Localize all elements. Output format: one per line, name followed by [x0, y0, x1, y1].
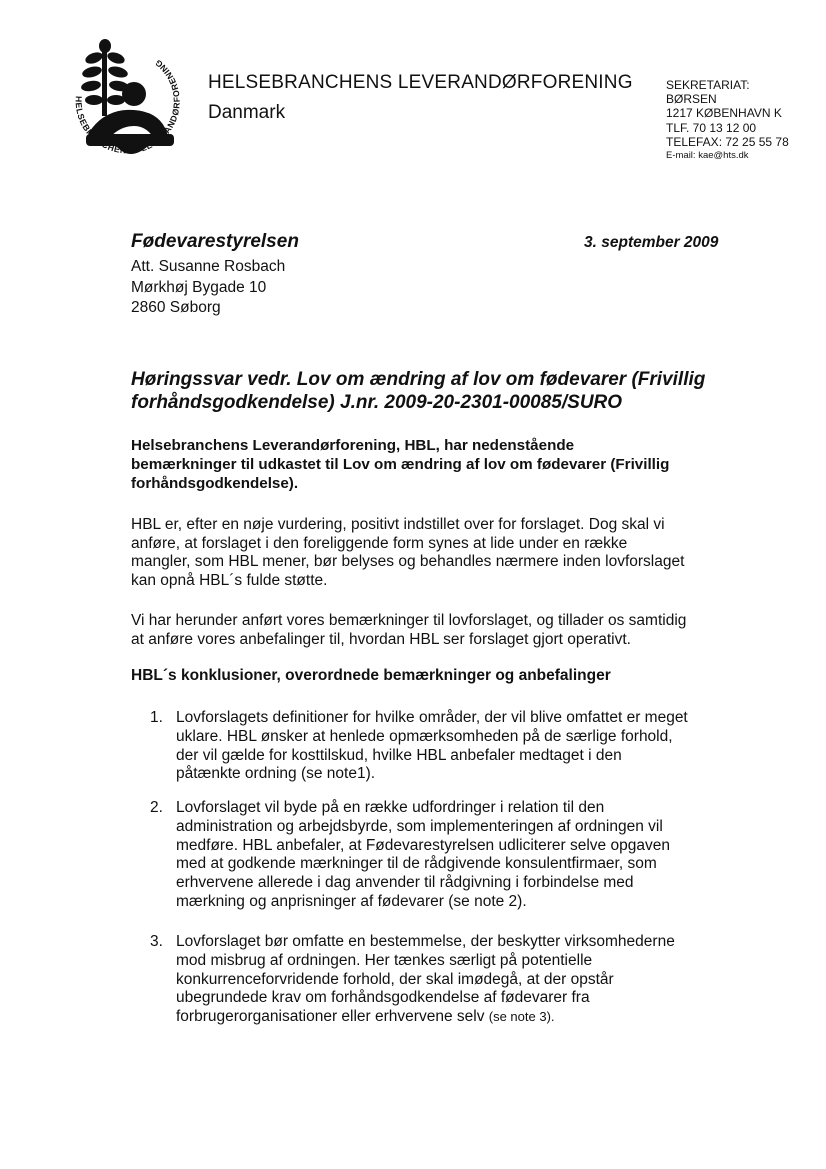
list-item-line: erhvervene allerede i dag anvender til rådgivning i forbindelse med [176, 874, 634, 892]
list-item-line: konkurrenceforvridende forhold, der skal imødegå, at der opstår [176, 970, 614, 988]
intro-paragraph [131, 436, 771, 494]
list-item-line: Lovforslaget bør omfatte en bestemmelse, der beskytter virksomhederne [176, 933, 675, 950]
paragraph-line: mangler, som HBL mener, bør belyses og behandles nærmere inden lovforslaget [131, 553, 685, 571]
list-item-line: med at godkende mærkninger til de rådgivende konsulentfirmaer, som [176, 855, 657, 873]
list-item-line: mærkning og anprisninger af fødevarer (se note 2). [176, 892, 527, 910]
list-item [150, 799, 750, 919]
recipient-postal: 2860 Søborg [131, 299, 221, 316]
body-paragraph-2 [131, 612, 771, 649]
list-item-number: 2. [150, 799, 163, 816]
list-item-line: ubegrundede krav om forhåndsgodkendelse af fødevarer fra [176, 989, 590, 1007]
recipient-organization: Fødevarestyrelsen [131, 231, 299, 252]
list-item-number: 3. [150, 933, 163, 950]
recipient-address [131, 257, 285, 319]
paragraph-line: HBL er, efter en nøje vurdering, positivt indstillet over for forslaget. Dog skal vi [131, 516, 665, 533]
intro-line: bemærkninger til udkastet til Lov om ændring af lov om fødevarer (Frivillig [131, 456, 670, 474]
secretariat-fax: TELEFAX: 72 25 55 78 [666, 134, 789, 149]
svg-text:HELSEBRANCHENS · LEVERANDØRFOR: HELSEBRANCHENS · LEVERANDØRFORENING [73, 57, 182, 156]
section-heading: HBL´s konklusioner, overordnede bemærkninger og anbefalinger [131, 667, 611, 684]
organization-logo [58, 38, 196, 186]
recipient-street: Mørkhøj Bygade 10 [131, 278, 267, 296]
letter-subject [131, 369, 771, 414]
list-item [150, 933, 750, 1033]
list-item-line [176, 1008, 750, 1027]
secretariat-phone: TLF. 70 13 12 00 [666, 120, 757, 135]
list-item-text [176, 709, 750, 784]
list-item-line: uklare. HBL ønsker at henlede opmærksomheden på de særlige forhold, [176, 727, 673, 745]
list-item-line: der vil gælde for kosttilskud, hvilke HBL anbefaler medtaget i den [176, 746, 622, 764]
secretariat-label: SEKRETARIAT: [666, 78, 750, 92]
intro-line: forhåndsgodkendelse). [131, 475, 299, 493]
secretariat-place: BØRSEN [666, 92, 717, 107]
secretariat-email: E-mail: kae@hts.dk [666, 150, 749, 162]
list-item [150, 709, 750, 789]
logo-emblem-icon [58, 38, 196, 186]
list-item-line-text: forbrugerorganisationer eller erhvervene selv [176, 1008, 485, 1026]
secretariat-contact-block [666, 78, 789, 163]
list-item-line: Lovforslaget vil byde på en række udfordringer i relation til den [176, 799, 605, 816]
list-item-line: påtænkte ordning (se note1). [176, 765, 376, 783]
body-paragraph-1 [131, 516, 771, 590]
subject-line: Høringssvar vedr. Lov om ændring af lov om fødevarer (Frivillig [131, 369, 706, 390]
organization-name: HELSEBRANCHENS LEVERANDØRFORENING [208, 72, 633, 93]
list-item-text [176, 799, 750, 912]
list-item-number: 1. [150, 709, 163, 726]
recipient-attention: Att. Susanne Rosbach [131, 258, 286, 275]
list-item-line: Lovforslagets definitioner for hvilke områder, der vil blive omfattet er meget [176, 709, 688, 726]
list-item-line: administration og arbejdsbyrde, som implementeringen af ordningen vil [176, 817, 663, 835]
paragraph-line: at anføre vores anbefalinger til, hvordan HBL ser forslaget gjort operativt. [131, 630, 631, 648]
list-item-text [176, 933, 750, 1027]
paragraph-line: Vi har herunder anført vores bemærkninger til lovforslaget, og tillader os samtidig [131, 612, 687, 629]
organization-country: Danmark [208, 102, 286, 123]
note-reference: (se note 3). [488, 1009, 555, 1025]
list-item-line: medføre. HBL anbefaler, at Fødevarestyrelsen udliciterer selve opgaven [176, 836, 670, 854]
letter-date: 3. september 2009 [584, 234, 719, 251]
secretariat-city: 1217 KØBENHAVN K [666, 106, 782, 121]
paragraph-line: kan opnå HBL´s fulde støtte. [131, 571, 328, 589]
paragraph-line: anføre, at forslaget i den foreliggende form synes at lide under en række [131, 534, 628, 552]
subject-line: forhåndsgodkendelse) J.nr. 2009-20-2301-00085/SURO [131, 391, 623, 413]
intro-line: Helsebranchens Leverandørforening, HBL, har nedenstående [131, 437, 575, 454]
list-item-line: mod misbrug af ordningen. Her tænkes særligt på potentielle [176, 951, 593, 969]
